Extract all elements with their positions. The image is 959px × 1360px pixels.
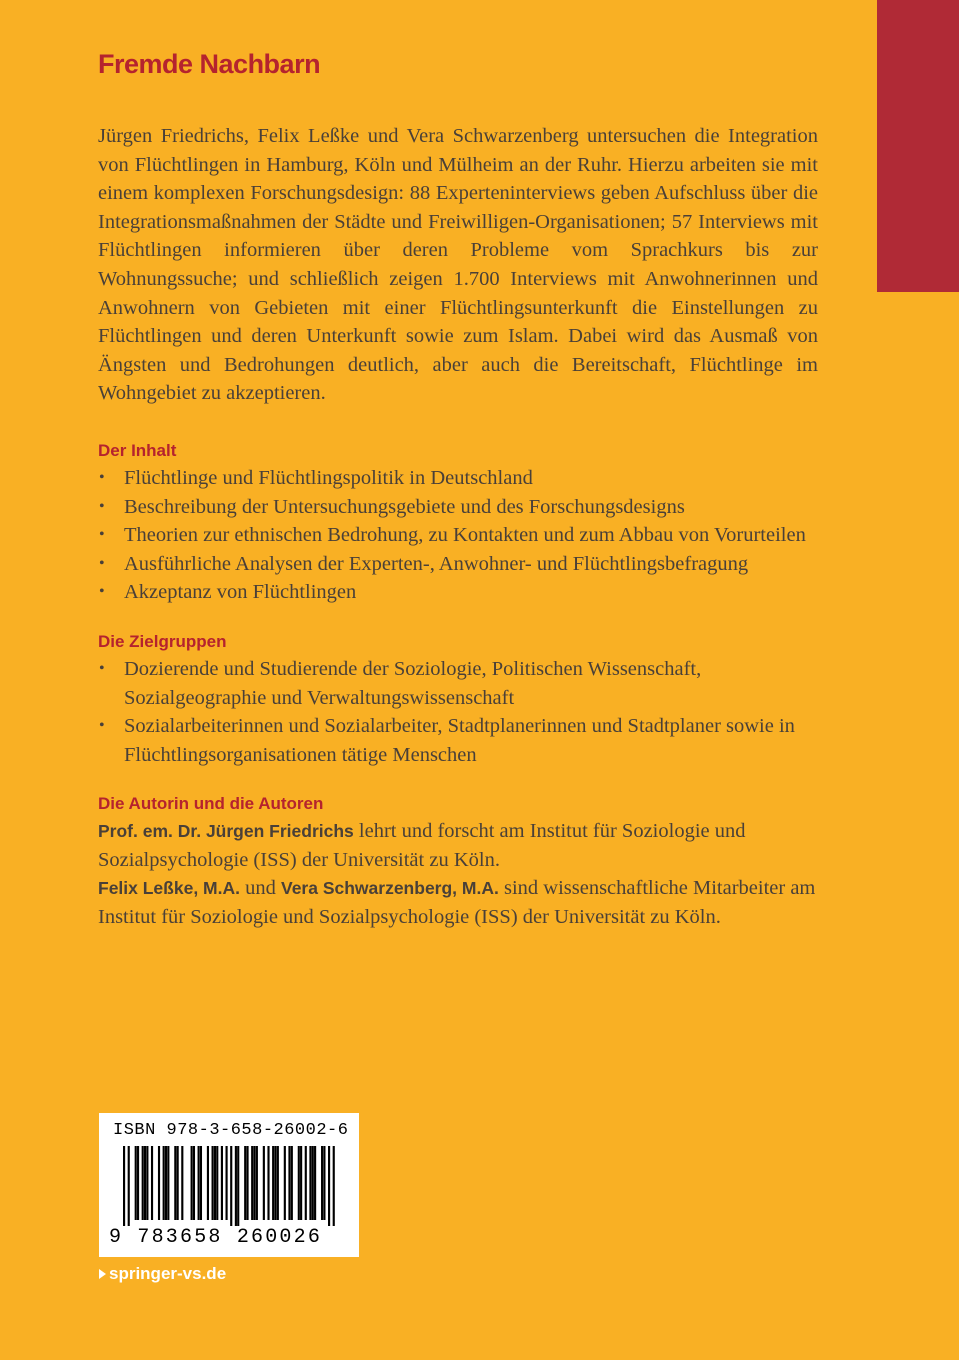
barcode-bar	[298, 1146, 300, 1220]
list-item	[98, 464, 818, 493]
list-item	[98, 521, 818, 550]
barcode-bar	[163, 1146, 165, 1220]
list-item-text: Theorien zur ethnischen Bedrohung, zu Kontakten und zum Abbau von Vorurteilen	[124, 524, 806, 547]
barcode-bar	[321, 1146, 323, 1220]
barcode-bar	[123, 1146, 125, 1226]
barcode-bar	[226, 1146, 228, 1220]
author-bio-text: lehrt und forscht am Institut für Soziologie und Sozialpsychologie (ISS) der Universität zu Köln.	[98, 820, 746, 871]
author-bio-2	[98, 874, 818, 931]
barcode-bar	[142, 1146, 144, 1220]
isbn-barcode	[99, 1113, 359, 1257]
barcode-bar	[151, 1146, 153, 1220]
list-item-text: Dozierende und Studierende der Soziologie, Politischen Wissenschaft, Sozialgeographie und Verwaltungswissenschaft	[124, 657, 702, 709]
bullet-icon: •	[99, 497, 105, 515]
list-item-text: Sozialarbeiterinnen und Sozialarbeiter, Stadtplanerinnen und Stadtplaner sowie in Flüchtlingsorganisationen tätige Menschen	[124, 715, 795, 766]
barcode-bar	[165, 1146, 167, 1220]
barcode-bar	[221, 1146, 223, 1220]
barcode-bar	[333, 1146, 335, 1226]
list-item	[98, 578, 818, 607]
barcode-bar	[267, 1146, 269, 1220]
barcode-bar	[291, 1146, 293, 1220]
bullet-icon: •	[99, 583, 105, 601]
author-connector: und	[239, 877, 281, 900]
red-accent-band	[877, 0, 959, 292]
barcode-bar	[230, 1146, 232, 1226]
barcode-bar	[284, 1146, 286, 1220]
barcode-bar	[274, 1146, 276, 1220]
barcode-bar	[200, 1146, 202, 1220]
author-bio-text: sind wissenschaftliche Mitarbeiter am Institut für Soziologie und Sozialpsychologie (ISS) der Universität zu Köln.	[98, 877, 816, 929]
barcode-bar	[263, 1146, 265, 1220]
barcode-bar	[212, 1146, 214, 1220]
barcode-digits: 9 783658 260026	[109, 1226, 323, 1249]
barcode-bar	[158, 1146, 160, 1220]
list-item-text: Ausführliche Analysen der Experten-, Anwohner- und Flüchtlingsbefragung	[124, 552, 749, 575]
barcode-bar	[128, 1146, 130, 1226]
list-item-text: Beschreibung der Untersuchungsgebiete und des Forschungsdesigns	[124, 495, 685, 518]
barcode-bar	[181, 1146, 183, 1220]
barcode-bar	[177, 1146, 179, 1220]
list-item	[98, 712, 818, 769]
isbn-label: ISBN 978-3-658-26002-6	[113, 1121, 349, 1140]
author-name: Vera Schwarzenberg, M.A.	[280, 878, 499, 899]
barcode-bar	[328, 1146, 330, 1226]
barcode-bar	[314, 1146, 316, 1220]
barcode-bar	[137, 1146, 139, 1220]
publisher-link[interactable]	[99, 1262, 226, 1286]
barcode-bar	[256, 1146, 258, 1220]
bullet-icon: •	[99, 717, 105, 735]
bullet-icon: •	[99, 554, 105, 572]
barcode-bar	[167, 1146, 169, 1220]
barcode-bar	[237, 1146, 239, 1226]
intro-paragraph: Jürgen Friedrichs, Felix Leßke und Vera Schwarzenberg untersuchen die Integration von Flüchtlingen in Hamburg, Köln und Mülheim an der Ruhr. Hierzu arbeiten sie mit einem komplexen Forschungsdesign: 88 Experteninterviews geben Aufschluss über die Integrationsmaßnahmen der Städte und Freiwilligen-Organisationen; 57 Interviews mit Flüchtlingen informieren über deren Probleme vom Sprachkurs bis zur Wohnungssuche; und schließlich zeigen 1.700 Interviews mit Anwohnerinnen und Anwohnern von Gebieten mit einer Flüchtlingsunterkunft die Einstellungen zu Flüchtlingen und deren Unterkunft sowie zum Islam. Dabei wird das Ausmaß von Ängsten und Bedrohungen deutlich, aber auch die Bereitschaft, Flüchtlinge im Wohngebiet zu akzeptieren.	[98, 125, 818, 405]
barcode-bar	[312, 1146, 314, 1220]
barcode-bar	[277, 1146, 279, 1220]
bullet-icon: •	[99, 526, 105, 544]
barcode-bar	[144, 1146, 146, 1220]
barcode-bar	[251, 1146, 253, 1220]
barcode-bar	[288, 1146, 290, 1220]
barcode-bar	[246, 1146, 248, 1220]
barcode-bar	[272, 1146, 274, 1220]
barcode-bar	[235, 1146, 237, 1226]
back-cover-content	[98, 44, 818, 932]
author-name: Felix Leßke, M.A.	[98, 878, 240, 899]
barcode-bar	[216, 1146, 218, 1220]
barcode-bar	[309, 1146, 311, 1220]
zielgruppen-list	[98, 655, 818, 769]
author-name: Prof. em. Dr. Jürgen Friedrichs	[98, 821, 354, 842]
book-title: Fremde Nachbarn	[98, 49, 321, 79]
list-item	[98, 655, 818, 712]
barcode-bar	[300, 1146, 302, 1220]
barcode-bar	[174, 1146, 176, 1220]
list-item-text: Flüchtlinge und Flüchtlingspolitik in Deutschland	[124, 466, 533, 489]
list-item	[98, 550, 818, 579]
inhalt-heading: Der Inhalt	[98, 440, 177, 460]
autoren-heading: Die Autorin und die Autoren	[98, 794, 324, 814]
barcode-bar	[146, 1146, 148, 1220]
list-item	[98, 493, 818, 522]
barcode-bar	[207, 1146, 209, 1220]
barcode-bar	[244, 1146, 246, 1220]
author-bio-1	[98, 817, 818, 874]
barcode-bar	[135, 1146, 137, 1220]
barcode-bar	[193, 1146, 195, 1220]
bullet-icon: •	[99, 659, 105, 677]
publisher-url: springer-vs.de	[109, 1264, 227, 1283]
list-item-text: Akzeptanz von Flüchtlingen	[124, 581, 357, 604]
barcode-bar	[198, 1146, 200, 1220]
barcode-bar	[214, 1146, 216, 1220]
bullet-icon: •	[99, 468, 105, 486]
barcode-bars	[123, 1146, 335, 1226]
barcode-bar	[253, 1146, 255, 1220]
barcode-bar	[305, 1146, 307, 1220]
barcode-bar	[191, 1146, 193, 1220]
zielgruppen-heading: Die Zielgruppen	[98, 631, 227, 651]
barcode-bar	[323, 1146, 325, 1220]
inhalt-list	[98, 464, 818, 607]
arrow-right-icon	[99, 1269, 106, 1279]
